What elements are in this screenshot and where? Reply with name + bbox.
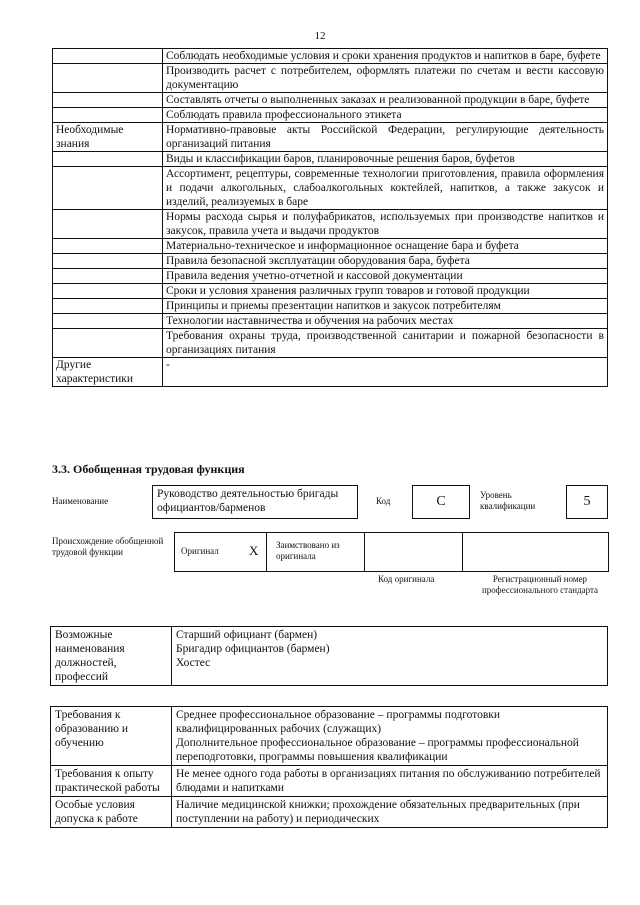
origin-label: Происхождение обобщенной трудовой функции <box>52 536 164 557</box>
row-label: Необходимые знания <box>53 123 163 152</box>
row-label: Особые условия допуска к работе <box>51 797 172 828</box>
table-row <box>51 627 608 686</box>
row-value: Сроки и условия хранения различных групп товаров и готовой продукции <box>163 284 608 299</box>
table-row <box>53 284 608 299</box>
code-original-caption: Код оригинала <box>378 574 435 584</box>
row-value: Материально-техническое и информационное оснащение бара и буфета <box>163 239 608 254</box>
row-label <box>53 64 163 93</box>
knowledge-table <box>52 48 608 387</box>
level-value: 5 <box>566 485 608 519</box>
borrowed-label: Заимствовано из оригинала <box>276 540 340 561</box>
original-mark: X <box>249 543 259 558</box>
table-row <box>53 210 608 239</box>
row-label: Возможные наименования должностей, профессий <box>51 627 172 686</box>
table-row <box>53 269 608 284</box>
row-value: - <box>163 358 608 387</box>
row-value: Среднее профессиональное образование – программы подготовки квалифицированных рабочих (служащих) Дополнительное профессиональное образование – программы профессиональной переподготовки, программы повышения квалификации <box>172 707 608 766</box>
name-label: Наименование <box>52 496 109 506</box>
row-value: Соблюдать правила профессионального этикета <box>163 108 608 123</box>
origin-box <box>174 532 609 572</box>
row-label <box>53 329 163 358</box>
table-row <box>53 49 608 64</box>
table-row <box>53 314 608 329</box>
row-value: Ассортимент, рецептуры, современные технологии приготовления, правила оформления и подачи алкогольных, слабоалкогольных коктейлей, напитков, а также закусок и изделий, реализуемых в баре <box>163 167 608 210</box>
position-item: Бригадир официантов (бармен) <box>176 643 330 655</box>
row-value: Виды и классификации баров, планировочные решения баров, буфетов <box>163 152 608 167</box>
row-label <box>53 239 163 254</box>
table-row <box>53 167 608 210</box>
table-row <box>53 123 608 152</box>
table-row <box>53 152 608 167</box>
reg-number-caption: Регистрационный номер профессионального стандарта <box>481 574 599 595</box>
row-value: Соблюдать необходимые условия и сроки хранения продуктов и напитков в баре, буфете <box>163 49 608 64</box>
table-row <box>53 358 608 387</box>
table-row <box>51 766 608 797</box>
section-title: 3.3. Обобщенная трудовая функция <box>52 462 245 476</box>
code-value: C <box>412 485 470 519</box>
row-label <box>53 269 163 284</box>
table-row <box>53 299 608 314</box>
row-label <box>53 108 163 123</box>
table-row <box>53 93 608 108</box>
row-value: Не менее одного года работы в организациях питания по обслуживанию потребителей блюдами и напитками <box>172 766 608 797</box>
table-row <box>53 254 608 269</box>
row-label <box>53 93 163 108</box>
divider <box>266 532 267 572</box>
row-value: Правила безопасной эксплуатации оборудования бара, буфета <box>163 254 608 269</box>
row-value: Технологии наставничества и обучения на рабочих местах <box>163 314 608 329</box>
divider <box>364 532 365 572</box>
positions-table <box>50 626 608 686</box>
row-label <box>53 49 163 64</box>
row-label: Требования к образованию и обучению <box>51 707 172 766</box>
original-label: Оригинал <box>181 546 219 556</box>
table-row <box>53 329 608 358</box>
table-row <box>51 707 608 766</box>
row-value: Производить расчет с потребителем, оформлять платежи по счетам и вести кассовую документацию <box>163 64 608 93</box>
row-value <box>172 627 608 686</box>
row-label <box>53 299 163 314</box>
page-number: 12 <box>314 30 326 42</box>
row-label <box>53 210 163 239</box>
table-row <box>51 797 608 828</box>
row-label <box>53 254 163 269</box>
code-label: Код <box>376 496 391 506</box>
row-label: Требования к опыту практической работы <box>51 766 172 797</box>
table-row <box>53 239 608 254</box>
table-row <box>53 64 608 93</box>
row-value: Требования охраны труда, производственной санитарии и пожарной безопасности в организациях питания <box>163 329 608 358</box>
level-label: Уровень квалификации <box>480 490 536 511</box>
name-value: Руководство деятельностью бригады официантов/барменов <box>152 485 358 519</box>
row-label <box>53 167 163 210</box>
position-item: Старший официант (бармен) <box>176 629 318 641</box>
position-item: Хостес <box>176 657 211 669</box>
requirements-table <box>50 706 608 828</box>
row-label <box>53 152 163 167</box>
row-value: Правила ведения учетно-отчетной и кассовой документации <box>163 269 608 284</box>
divider <box>462 532 463 572</box>
row-label <box>53 314 163 329</box>
row-value: Принципы и приемы презентации напитков и закусок потребителям <box>163 299 608 314</box>
row-label: Другие характеристики <box>53 358 163 387</box>
table-row <box>53 108 608 123</box>
row-value: Составлять отчеты о выполненных заказах и реализованной продукции в баре, буфете <box>163 93 608 108</box>
row-value: Нормы расхода сырья и полуфабрикатов, используемых при производстве напитков и закусок, правила учета и выдачи продуктов <box>163 210 608 239</box>
row-value: Наличие медицинской книжки; прохождение обязательных предварительных (при поступлении на работу) и периодических <box>172 797 608 828</box>
row-label <box>53 284 163 299</box>
row-value: Нормативно-правовые акты Российской Федерации, регулирующие деятельность организаций питания <box>163 123 608 152</box>
